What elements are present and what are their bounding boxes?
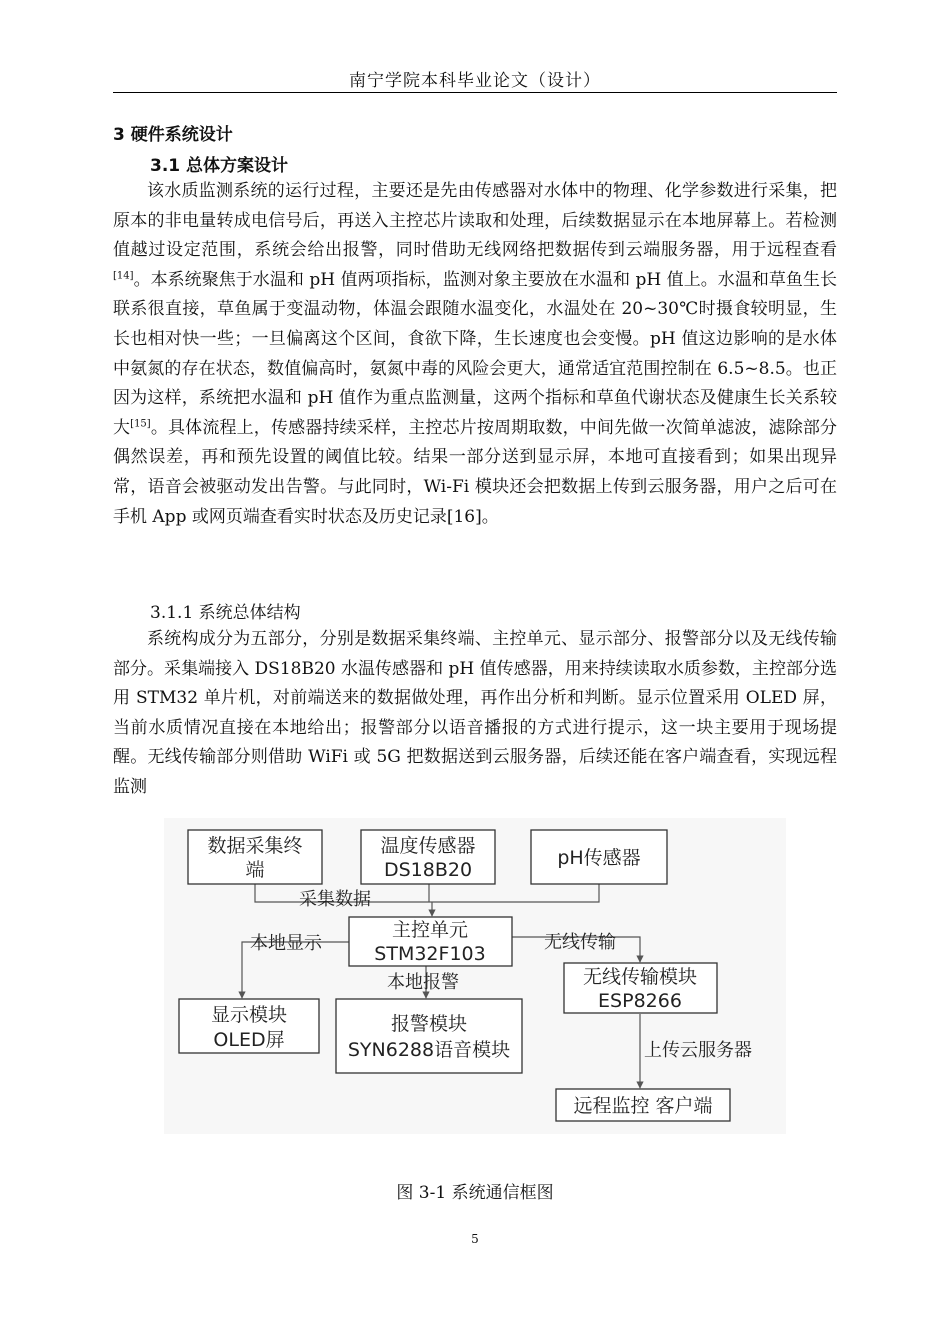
paragraph-overall-design (113, 177, 837, 532)
mcu-line1: 主控单元 (391, 919, 469, 941)
subsection-heading: 3.1 总体方案设计 (150, 156, 289, 176)
collect-terminal-line1: 数据采集终 (207, 835, 303, 857)
wireless-module-line2: ESP8266 (598, 990, 682, 1012)
remote-client-label: 远程监控 客户端 (573, 1095, 713, 1117)
page-number: 5 (471, 1232, 479, 1246)
collect-terminal-line2: 端 (245, 859, 265, 881)
alarm-module-line1: 报警模块 (390, 1013, 468, 1035)
label-local-alarm: 本地报警 (387, 972, 459, 993)
alarm-module-line2: SYN6288语音模块 (347, 1039, 511, 1061)
diagram-svg (164, 818, 786, 1134)
paragraph-system-structure: 系统构成分为五部分，分别是数据采集终端、主控单元、显示部分、报警部分以及无线传输部分。采集端接入 DS18B20 水温传感器和 pH 值传感器，用来持续读取水质参数，主控部分选用 STM32 单片机，对前端送来的数据做处理，再作出分析和判断。显示位置采用 OLED 屏，当前水质情况直接在本地给出；报警部分以语音播报的方式进行提示，这一块主要用于现场提醒。无线传输部分则借助 WiFi 或 5G 把数据送到云服务器，后续还能在客户端查看，实现远程监测 (113, 629, 837, 797)
label-upload-cloud: 上传云服务器 (644, 1040, 752, 1061)
temp-sensor-line2: DS18B20 (383, 859, 473, 881)
paragraph1-part1: 该水质监测系统的运行过程，主要还是先由传感器对水体中的物理、化学参数进行采集，把原本的非电量转成电信号后，再送入主控芯片读取和处理，后续数据显示在本地屏幕上。若检测值越过设定范围，系统会给出报警，同时借助无线网络把数据传到云端服务器，用于远程查看 (113, 181, 837, 261)
section-heading: 3 硬件系统设计 (113, 125, 233, 145)
mcu-line2: STM32F103 (374, 943, 486, 965)
system-block-diagram (164, 818, 786, 1134)
display-module-line2: OLED屏 (213, 1029, 285, 1051)
label-wireless-transfer: 无线传输 (544, 932, 616, 953)
label-local-display: 本地显示 (250, 933, 322, 954)
alarm-module-box (336, 999, 522, 1073)
subsubsection-heading: 3.1.1 系统总体结构 (150, 603, 301, 623)
page-header: 南宁学院本科毕业论文（设计） (349, 71, 601, 91)
citation-14: [14] (113, 270, 134, 282)
display-module-line1: 显示模块 (210, 1004, 288, 1026)
figure-caption: 图 3-1 系统通信框图 (396, 1183, 554, 1203)
citation-15: [15] (130, 418, 151, 430)
ph-sensor-label: pH传感器 (557, 847, 641, 869)
paragraph1-part2: 。本系统聚焦于水温和 pH 值两项指标，监测对象主要放在水温和 pH 值上。水温和草鱼生长联系很直接，草鱼属于变温动物，体温会跟随水温变化，水温处在 20~30℃时摄食较明显，生长也相对快一些；一旦偏离这个区间，食欲下降，生长速度也会变慢。pH 值这边影响的是水体中氨氮的存在状态，数值偏高时，氨氮中毒的风险会更大，通常适宜范围控制在 6.5~8.5。也正因为这样，系统把水温和 pH 值作为重点监测量，这两个指标和草鱼代谢状态及健康生长关系较大 (113, 269, 837, 438)
temp-sensor-line1: 温度传感器 (380, 835, 476, 857)
wireless-module-line1: 无线传输模块 (582, 966, 698, 988)
label-collect-data: 采集数据 (299, 889, 371, 910)
paragraph1-part3: 。具体流程上，传感器持续采样，主控芯片按周期取数，中间先做一次简单滤波，滤除部分偶然误差，再和预先设置的阈值比较。结果一部分送到显示屏，本地可直接看到；如果出现异常，语音会被驱动发出告警。与此同时，Wi-Fi 模块还会把数据上传到云服务器，用户之后可在手机 App 或网页端查看实时状态及历史记录[16]。 (113, 417, 838, 527)
header-rule (113, 92, 837, 93)
